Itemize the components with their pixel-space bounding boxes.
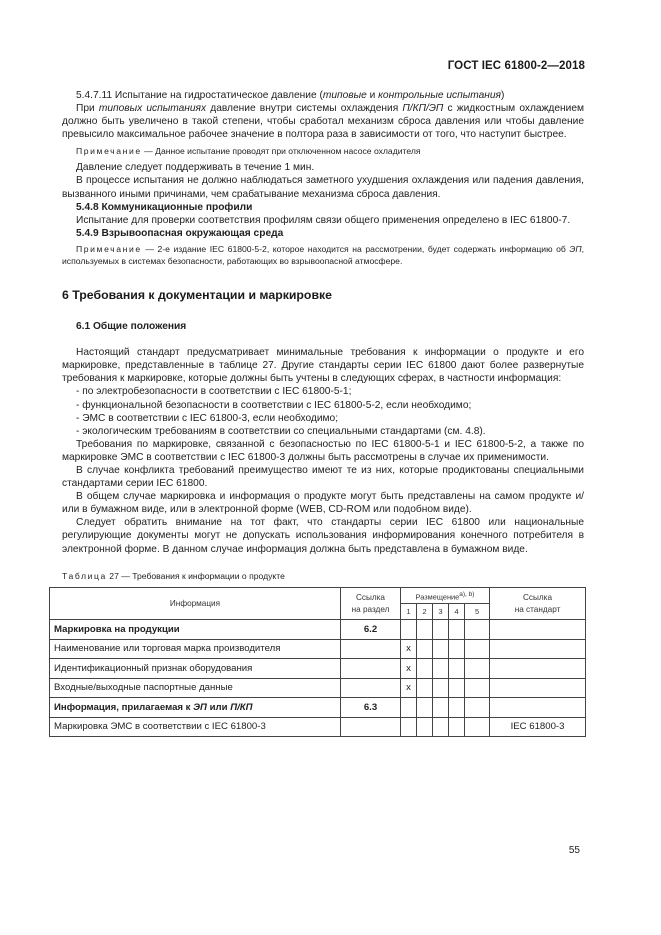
cell-col-3 xyxy=(433,659,449,679)
cell-info xyxy=(50,698,341,718)
title-italic-typical: типовые xyxy=(322,90,367,101)
requirements-table xyxy=(49,587,586,738)
cell-col-5 xyxy=(465,678,490,698)
table-row xyxy=(50,698,586,718)
cell-ref xyxy=(341,678,401,698)
note-italic-abbr: ЭП xyxy=(569,243,582,254)
note-text: — 2-е издание IEC 61800-5-2, которое находится на рассмотрении, будет содержать информацию об xyxy=(141,243,570,254)
table-row xyxy=(50,639,586,659)
cell-std xyxy=(490,678,586,698)
page-number: 55 xyxy=(568,845,580,856)
section-6-1-paragraph-2: Требования по маркировке, связанной с безопасностью по IEC 61800-5-1 и IEC 61800-5-2, а также по маркировке ЭМС в соответствии с IEC 61800-3 должны быть рассмотрены в случае их применимости. xyxy=(62,438,584,463)
para-text: При xyxy=(76,103,99,115)
cell-std xyxy=(490,620,586,640)
list-item: - ЭМС в соответствии с IEC 61800-3, если необходимо; xyxy=(76,412,339,424)
header-col-2: 2 xyxy=(417,604,433,620)
cell-ref xyxy=(341,659,401,679)
cell-col-5 xyxy=(465,639,490,659)
note-pump xyxy=(62,145,584,157)
cell-col-2 xyxy=(417,717,433,737)
section-5-4-7-11-paragraph xyxy=(62,102,584,141)
section-6-1-paragraph-3: В случае конфликта требований преимущество имеют те из них, которые продиктованы специальными стандартами серии IEC 61800. xyxy=(62,464,584,490)
cell-col-5 xyxy=(465,620,490,640)
note-text: — Данное испытание проводят при отключенном насосе охладителя xyxy=(141,146,421,157)
cell-col-4 xyxy=(449,698,465,718)
cell-col-1 xyxy=(401,717,417,737)
cell-col-3 xyxy=(433,698,449,718)
header-col-5: 5 xyxy=(465,604,490,620)
cell-std xyxy=(490,698,586,718)
cell-info-italic-1: ЭП xyxy=(193,701,207,713)
cell-col-1: x xyxy=(401,678,417,698)
header-ref-standard xyxy=(490,587,586,620)
note-label: Примечание xyxy=(76,243,142,254)
section-6-1-paragraph-5: Следует обратить внимание на тот факт, что стандарты серии IEC 61800 или национальные регулирующие документы могут не допускать использования информирования конечного потребителя в электронной форме. В данном случае информация должна быть представлена в бумажном виде. xyxy=(62,517,584,555)
header-placement-text: Размещение xyxy=(415,592,460,602)
header-placement xyxy=(401,587,490,604)
list-item: - экологическим требованиям в соответствии со специальными стандартами (см. 4.8). xyxy=(76,425,486,437)
para-italic-abbr: П/КП/ЭП xyxy=(402,103,444,115)
title-text: 5.4.7.11 Испытание на гидростатическое давление ( xyxy=(76,90,323,101)
cell-col-5 xyxy=(465,717,490,737)
cell-info: Наименование или торговая марка производителя xyxy=(50,639,341,659)
cell-info-italic-2: П/КП xyxy=(230,701,253,713)
cell-ref xyxy=(341,639,401,659)
pressure-hold-paragraph: Давление следует поддерживать в течение 1 мин. xyxy=(76,162,315,174)
cell-info: Входные/выходные паспортные данные xyxy=(50,678,341,698)
section-6-1-title: 6.1 Общие положения xyxy=(76,321,187,333)
cell-col-5 xyxy=(465,659,490,679)
cell-col-1: x xyxy=(401,659,417,679)
cell-std: IEC 61800-3 xyxy=(490,717,586,737)
list-item: - по электробезопасности в соответствии с IEC 61800-5-1; xyxy=(76,386,352,398)
section-6-1-paragraph-1: Настоящий стандарт предусматривает минимальные требования к информации о продукте и его маркировке, представленные в таблице 27. Другие стандарты серии IEC 61800 дают более развернутые требования к маркировке, которые должны быть учтены в следующих сферах, в частности информация: xyxy=(62,347,584,385)
cell-col-1 xyxy=(401,698,417,718)
cell-col-3 xyxy=(433,717,449,737)
cell-col-4 xyxy=(449,678,465,698)
title-text-and: и xyxy=(366,90,379,101)
para-italic-type-tests: типовых испытаниях xyxy=(98,103,207,115)
table-header-row xyxy=(50,587,586,604)
cell-ref: 6.3 xyxy=(341,698,401,718)
header-ref-standard-line1: Ссылка xyxy=(523,592,552,602)
table-caption xyxy=(62,570,584,583)
cell-col-2 xyxy=(417,639,433,659)
header-ref-section-line2: на раздел xyxy=(351,604,390,614)
cell-ref xyxy=(341,717,401,737)
cell-col-3 xyxy=(433,678,449,698)
cell-col-4 xyxy=(449,639,465,659)
section-6-title: 6 Требования к документации и маркировке xyxy=(62,287,332,302)
table-row xyxy=(50,659,586,679)
cell-col-4 xyxy=(449,717,465,737)
cooling-degradation-paragraph: В процессе испытания не должно наблюдаться заметного ухудшения охлаждения или падения давления, вызванного иными причинами, чем срабатывание механизма сброса давления. xyxy=(62,175,584,200)
cell-info: Маркировка ЭМС в соответствии с IEC 61800-3 xyxy=(50,717,341,737)
cell-col-2 xyxy=(417,678,433,698)
cell-col-3 xyxy=(433,639,449,659)
header-col-3: 3 xyxy=(433,604,449,620)
header-ref-standard-line2: на стандарт xyxy=(514,604,561,614)
header-ref-section xyxy=(341,587,401,620)
cell-col-3 xyxy=(433,620,449,640)
note-label: Примечание xyxy=(76,146,142,157)
cell-std xyxy=(490,659,586,679)
requirements-list xyxy=(62,385,584,437)
cell-col-5 xyxy=(465,698,490,718)
caption-text: 27 — Требования к информации о продукте xyxy=(106,570,285,581)
title-italic-control: контрольные испытания xyxy=(378,90,501,101)
cell-col-2 xyxy=(417,698,433,718)
cell-info-text-mid: или xyxy=(206,701,231,713)
table-row xyxy=(50,678,586,698)
title-text-close: ) xyxy=(501,90,505,101)
cell-info-text: Информация, прилагаемая к xyxy=(54,701,194,713)
header-col-4: 4 xyxy=(449,604,465,620)
header-placement-footnote: a), b) xyxy=(459,590,475,598)
cell-col-1: x xyxy=(401,639,417,659)
cell-ref: 6.2 xyxy=(341,620,401,640)
cell-info: Маркировка на продукции xyxy=(50,620,341,640)
caption-label: Таблица xyxy=(62,570,107,581)
section-5-4-8-text: Испытание для проверки соответствия профилям связи общего применения определено в IEC 61800-7. xyxy=(76,214,571,226)
section-5-4-8-title: 5.4.8 Коммуникационные профили xyxy=(76,201,253,213)
cell-col-4 xyxy=(449,620,465,640)
cell-col-1 xyxy=(401,620,417,640)
header-col-1: 1 xyxy=(401,604,417,620)
para-text-mid: давление внутри системы охлаждения xyxy=(206,103,403,115)
cell-col-2 xyxy=(417,620,433,640)
cell-col-4 xyxy=(449,659,465,679)
header-info: Информация xyxy=(50,587,341,620)
cell-col-2 xyxy=(417,659,433,679)
section-5-4-9-title: 5.4.9 Взрывоопасная окружающая среда xyxy=(76,227,284,239)
note-explosive xyxy=(62,243,584,267)
para-text-end: с жидкостным охлаждением должно быть увеличено в такой степени, чтобы сработал механизм сброса давления или чтобы давление превысило максимальное рабочее значение в полтора раза в зависимости от того, что наступит быстрее. xyxy=(62,103,584,141)
page-content xyxy=(54,89,584,737)
note-text-end: , используемых в системах безопасности, работающих во взрывоопасной атмосфере. xyxy=(62,243,584,266)
cell-info: Идентификационный признак оборудования xyxy=(50,659,341,679)
section-5-4-7-11-title xyxy=(62,89,584,102)
list-item: - функциональной безопасности в соответствии с IEC 61800-5-2, если необходимо; xyxy=(76,399,472,411)
section-6-1-paragraph-4: В общем случае маркировка и информация о продукте могут быть представлены на самом продукте и/или в бумажном виде, или в электронной форме (WEB, CD-ROM или подобном виде). xyxy=(62,491,584,516)
header-ref-section-line1: Ссылка xyxy=(356,592,385,602)
table-row xyxy=(50,620,586,640)
cell-std xyxy=(490,639,586,659)
standard-header: ГОСТ IEC 61800-2—2018 xyxy=(447,60,585,72)
table-row xyxy=(50,717,586,737)
